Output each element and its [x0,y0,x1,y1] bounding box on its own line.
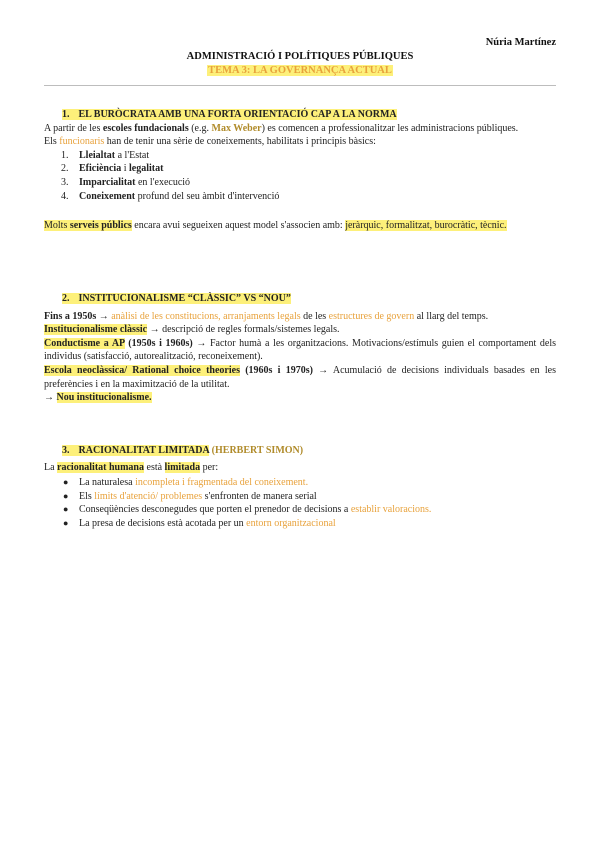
document-subtitle: TEMA 3: LA GOVERNANÇA ACTUAL [208,65,392,76]
list-item: 2. Eficiència i legalitat [61,163,164,175]
list-item: ● Els límits d'atenció/ problemes s'enfronten de manera serial [63,490,317,502]
section-2-line-5: → Nou institucionalisme. [44,392,152,404]
section-3-author: (HERBERT SIMON) [209,445,304,456]
author-name: Núria Martínez [485,37,556,48]
bullet-icon: ● [63,490,69,501]
section-3-title: RACIONALITAT LIMITADA [78,445,210,456]
list-item: 4. Coneixement profund del seu àmbit d'intervenció [61,190,280,202]
list-item: ● La presa de decisions està acotada per un entorn organitzacional [63,517,336,529]
section-1-paragraph-2: Els funcionaris han de tenir una sèrie de coneixements, habilitats i principis bàsics: [44,136,376,148]
section-2-heading [44,292,556,306]
document-subtitle-wrap [0,64,600,78]
section-2-line-1: Fins a 1950s → anàlisi de les constitucions, arranjaments legals de les estructures de govern al llarg del temps. [44,310,489,322]
section-2-line-2: Institucionalisme clàssic → descripció de regles formals/sistemes legals. [44,324,340,336]
list-item: 1. Lleialtat a l'Estat [61,149,150,161]
section-1-paragraph-1: A partir de les escoles fundacionals (e.g. Max Weber) es comencen a professionalitzar les administracions públiques. [44,122,519,134]
bullet-icon: ● [63,504,69,515]
section-2 [44,292,556,405]
section-2-line-4: Escola neoclàssica/ Rational choice theories (1960s i 1970s) → Acumulació de decisions individuals basades en les preferències i en la maximització de la utilitat. [44,364,556,390]
section-3-heading [44,444,556,458]
section-1-number: 1. [62,109,70,120]
bullet-icon: ● [63,517,69,528]
bullet-icon: ● [63,477,69,488]
section-3-intro: La racionalitat humana està limitada per: [44,461,219,473]
section-2-number: 2. [62,293,70,304]
header-divider [44,85,556,86]
section-2-line-3: Conductisme a AP (1950s i 1960s) → Factor humà a les organitzacions. Motivacions/estímuls guien el comportament dels individus (satisfacció, autorealització, reconeixement). [44,337,556,363]
section-3 [44,444,556,531]
list-item: ● Conseqüències desconegudes que porten el prenedor de decisions a establir valoracions. [63,504,432,516]
section-1-heading [44,108,556,122]
principles-list [44,149,556,203]
section-3-number: 3. [62,445,70,456]
section-1-title: EL BURÒCRATA AMB UNA FORTA ORIENTACIÓ CAP A LA NORMA [78,109,397,120]
section-1-paragraph-3: Molts serveis públics encara avui segueixen aquest model s'associen amb: jeràrquic, formalitzat, burocràtic, tècnic. [44,220,507,232]
list-item: 3. Imparcialitat en l'execució [61,176,191,188]
section-2-title: INSTITUCIONALISME “CLÀSSIC” VS “NOU” [78,293,291,304]
list-item: ● La naturalesa incompleta i fragmentada del coneixement. [63,477,309,489]
limits-list [44,476,556,530]
document-title: ADMINISTRACIÓ I POLÍTIQUES PÚBLIQUES [186,51,414,62]
section-1 [44,108,556,233]
